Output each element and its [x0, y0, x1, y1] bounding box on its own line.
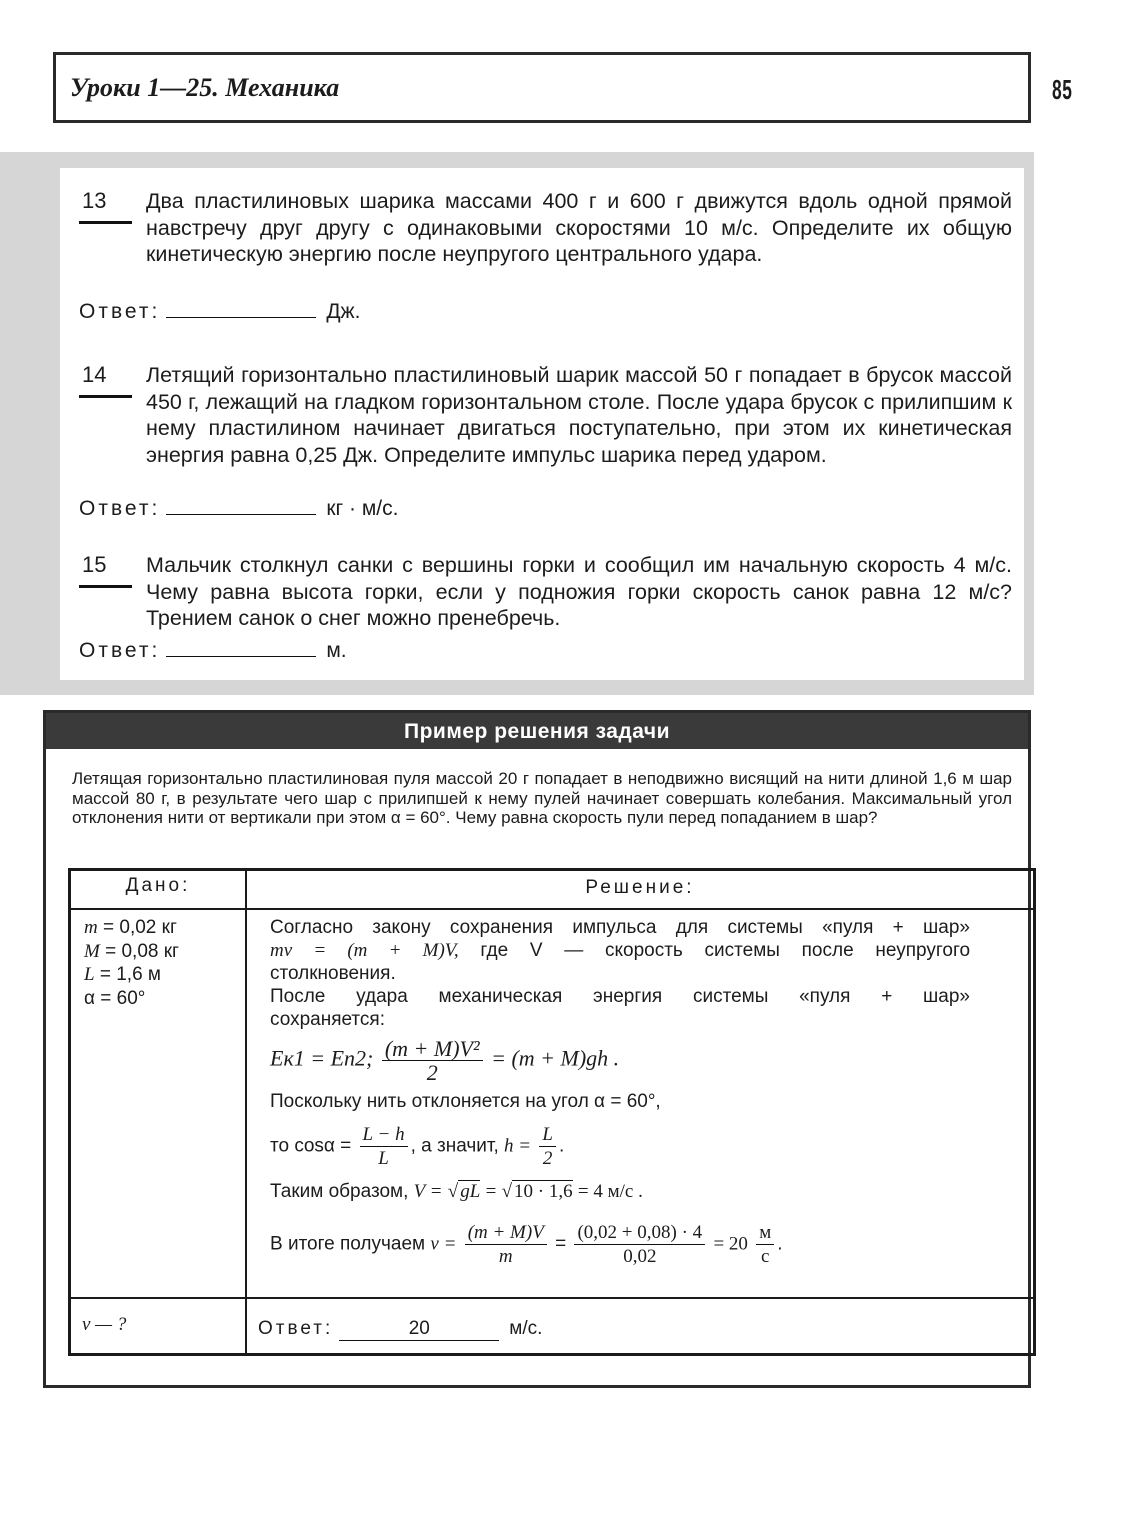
table-column-divider — [245, 868, 247, 1356]
tasks-card — [60, 168, 1024, 680]
given-item: L = 1,6 м — [84, 964, 161, 985]
given-header: Дано: — [125, 875, 191, 896]
given-list — [84, 916, 179, 1010]
page-number: 85 — [1052, 74, 1073, 105]
table-border-top — [68, 868, 1036, 871]
answer-unit: кг · м/с. — [326, 497, 399, 520]
answer-unit: м/с. — [509, 1318, 543, 1339]
solution-line: Согласно закону сохранения импульса для системы «пуля + шар» — [270, 917, 970, 938]
example-answer — [258, 1318, 542, 1341]
table-border-right — [1033, 868, 1036, 1356]
solution-header: Решение: — [585, 877, 695, 898]
given-item: M = 0,08 кг — [84, 940, 179, 962]
answer-value: 20 — [339, 1318, 499, 1341]
task-number: 13 — [82, 188, 107, 213]
table-border-bottom — [68, 1353, 1036, 1356]
task-text: Летящий горизонтально пластилиновый шарик массой 50 г попадает в брусок массой 450 г, лежащий на гладком горизонтальном столе. После удара брусок с прилипшим к нему пластилином начинает двигаться поступательно, при этом их кинетическая энергия равна 0,25 Дж. Определите импульс шарика перед ударом. — [146, 363, 1012, 467]
answer-label: Ответ: — [258, 1318, 334, 1339]
answer-unit: м. — [326, 639, 347, 662]
table-answer-divider — [68, 1297, 1036, 1299]
task-number: 14 — [82, 362, 107, 387]
answer-unit: Дж. — [326, 300, 361, 323]
solution-line: сохраняется: — [270, 1009, 385, 1030]
solution-line: После удара механическая энергия системы «пуля + шар» — [270, 986, 970, 1007]
task-answer-line — [79, 638, 347, 663]
solution-line: столкновения. — [270, 963, 396, 984]
solution-line: mv = (m + M)V, где V — скорость системы после неупругого — [270, 940, 971, 961]
task-number-rule — [79, 395, 132, 398]
given-item: m = 0,02 кг — [84, 917, 177, 938]
task-text: Мальчик столкнул санки с вершины горки и сообщил им начальную скорость 4 м/с. Чему равна высота горки, если у подножия горки скорость санок равна 12 м/с? Трением санок о снег можно пренебречь. — [146, 553, 1012, 630]
answer-blank[interactable] — [166, 299, 316, 318]
energy-formula: Eк1 = Eп2; $\frac{\text{(m + M)V²}}{2}$ = (m + M)gh . — [270, 1036, 620, 1085]
given-item: α = 60° — [84, 987, 146, 1009]
answer-label: Ответ: — [79, 639, 161, 662]
task-number: 15 — [82, 552, 107, 577]
task-number-rule — [79, 585, 132, 588]
chapter-title: Уроки 1—25. Механика — [70, 73, 340, 102]
answer-label: Ответ: — [79, 497, 161, 520]
table-header-divider — [68, 908, 1036, 910]
task-text: Два пластилиновых шарика массами 400 г и 600 г движутся вдоль одной прямой навстречу друг другу с одинаковыми скоростями 10 м/с. Определите их общую кинетическую энергию после неупругого центрального удара. — [146, 189, 1012, 266]
task-answer-line — [79, 496, 398, 521]
table-border-left — [68, 868, 71, 1356]
example-heading: Пример решения задачи — [46, 713, 1028, 749]
answer-label: Ответ: — [79, 300, 161, 323]
solution-line: Поскольку нить отклоняется на угол α = 60°, — [270, 1091, 661, 1112]
chapter-header — [53, 52, 1031, 123]
task-answer-line — [79, 299, 360, 324]
solution-body — [270, 916, 970, 1268]
unknown-variable: v — ? — [82, 1314, 127, 1335]
cos-formula-line: то cosα = $\frac{L - h}{L}$ , а значит, h = $\frac{L}{2}$ . — [270, 1124, 565, 1169]
example-problem: Летящая горизонтально пластилиновая пуля массой 20 г попадает в неподвижно висящий на нити длиной 1,6 м шар массой 80 г, в результате чего шар с прилипшей к нему пулей начинает совершать колебания. Максимальный угол отклонения нити от вертикали при этом α = 60°. Чему равна скорость пули перед попаданием в шар? — [72, 769, 1012, 827]
answer-blank[interactable] — [166, 638, 316, 657]
velocity-formula-line: Таким образом, V = √ gL = √ 10 · 1,6 = 4 м/с . — [270, 1181, 643, 1202]
task-number-rule — [79, 221, 132, 224]
answer-blank[interactable] — [166, 496, 316, 515]
result-formula-line: В итоге получаем v = $\frac{(m + M)V}{m}$ = $\frac{(0,02 + 0,08) \cdot 4}{0,02}$ = 20 $\frac{м}{с}$ . — [270, 1222, 783, 1267]
